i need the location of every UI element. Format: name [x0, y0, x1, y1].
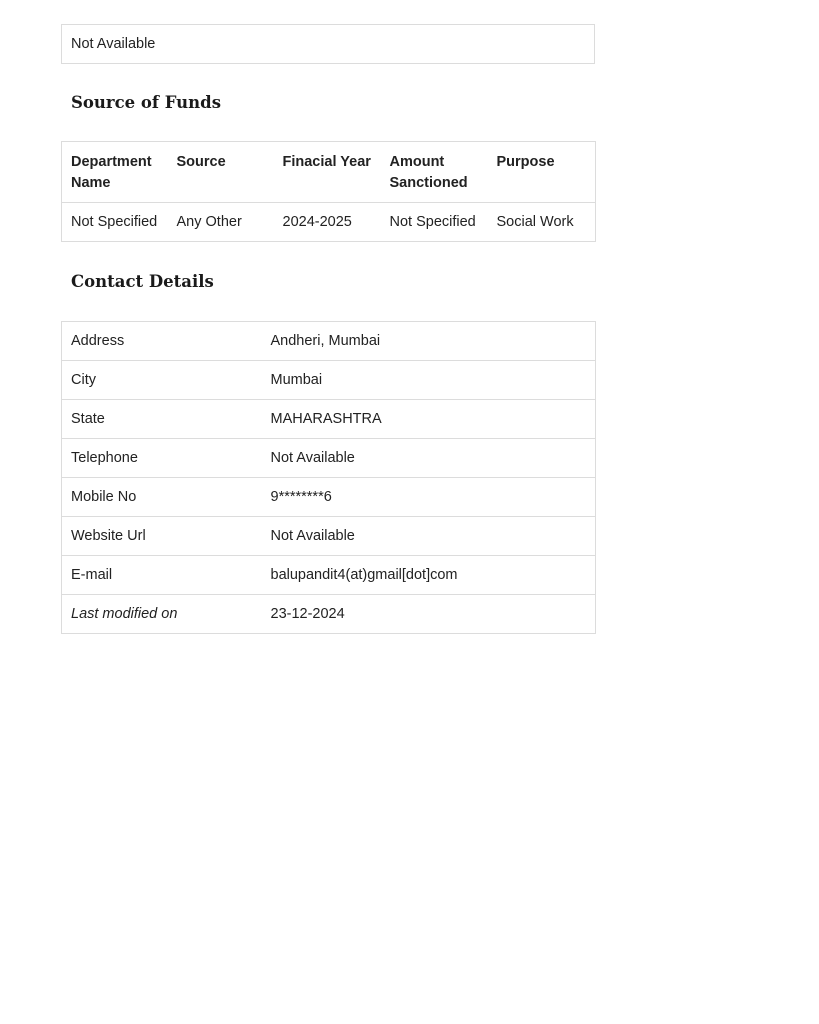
table-row [62, 556, 596, 595]
table-row [62, 203, 596, 242]
table-row [62, 361, 596, 400]
mobile-label: Mobile No [62, 478, 262, 517]
table-row [62, 322, 596, 361]
email-value: balupandit4(at)gmail[dot]com [262, 556, 596, 595]
address-value: Andheri, Mumbai [262, 322, 596, 361]
table-header-row [62, 142, 596, 203]
top-info-value: Not Available [62, 25, 595, 64]
state-label: State [62, 400, 262, 439]
cell-financial-year: 2024-2025 [274, 203, 381, 242]
header-source: Source [168, 142, 274, 203]
table-row [62, 439, 596, 478]
table-row [62, 400, 596, 439]
city-value: Mumbai [262, 361, 596, 400]
website-value: Not Available [262, 517, 596, 556]
source-of-funds-title: Source of Funds [71, 93, 221, 112]
table-row [62, 25, 595, 64]
last-modified-value: 23-12-2024 [262, 595, 596, 634]
table-row [62, 478, 596, 517]
address-label: Address [62, 322, 262, 361]
header-department-name: Department Name [62, 142, 168, 203]
last-modified-label: Last modified on [62, 595, 262, 634]
mobile-value: 9********6 [262, 478, 596, 517]
top-info-table [61, 24, 595, 64]
cell-amount-sanctioned: Not Specified [381, 203, 488, 242]
contact-details-title: Contact Details [71, 272, 214, 291]
cell-source: Any Other [168, 203, 274, 242]
header-financial-year: Finacial Year [274, 142, 381, 203]
cell-purpose: Social Work [488, 203, 596, 242]
telephone-label: Telephone [62, 439, 262, 478]
city-label: City [62, 361, 262, 400]
email-label: E-mail [62, 556, 262, 595]
header-amount-sanctioned: Amount Sanctioned [381, 142, 488, 203]
content-wrapper [61, 24, 595, 634]
header-purpose: Purpose [488, 142, 596, 203]
website-label: Website Url [62, 517, 262, 556]
table-row [62, 517, 596, 556]
cell-department-name: Not Specified [62, 203, 168, 242]
source-of-funds-table [61, 141, 596, 242]
contact-details-table [61, 321, 596, 634]
telephone-value: Not Available [262, 439, 596, 478]
state-value: MAHARASHTRA [262, 400, 596, 439]
table-row [62, 595, 596, 634]
